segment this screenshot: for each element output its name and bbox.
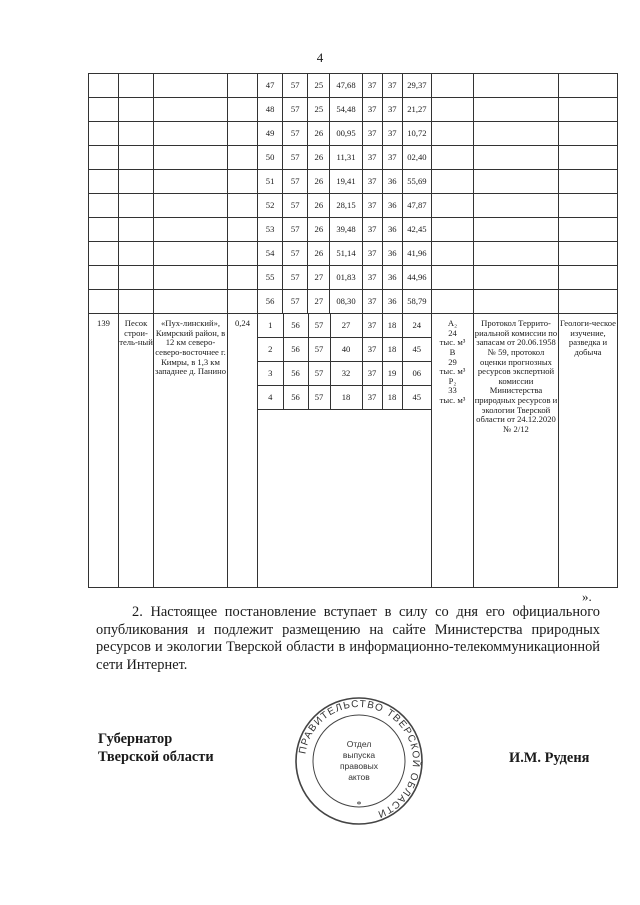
coord-cell: 37 xyxy=(362,122,382,146)
coord-cell: 37 xyxy=(362,362,382,386)
empty-cell xyxy=(432,266,474,290)
coord-cell: 21,27 xyxy=(402,98,431,122)
coord-cell: 56 xyxy=(283,386,308,410)
empty-cell xyxy=(474,170,559,194)
coord-cell: 25 xyxy=(308,98,330,122)
stamp-line1: Отдел xyxy=(346,739,372,749)
coord-cell: 57 xyxy=(308,314,330,338)
empty-cell xyxy=(559,74,618,98)
coord-cell: 37 xyxy=(382,98,402,122)
reserves-unit: тыс. м³ xyxy=(439,395,466,405)
coord-cell: 2 xyxy=(258,338,283,362)
empty-cell xyxy=(559,146,618,170)
coord-cell: 27 xyxy=(308,290,330,314)
coord-cell: 57 xyxy=(283,218,308,242)
coord-cell: 53 xyxy=(258,218,283,242)
coord-cell: 47,87 xyxy=(402,194,431,218)
reserves-cell xyxy=(432,314,474,588)
reserves-a2-label: А₂ xyxy=(447,318,458,328)
empty-cell xyxy=(432,98,474,122)
coord-cell: 08,30 xyxy=(330,290,362,314)
empty-cell xyxy=(228,122,258,146)
signatory-name: И.М. Руденя xyxy=(509,750,590,766)
coord-cell: 32 xyxy=(330,362,362,386)
coord-cell: 37 xyxy=(362,170,382,194)
coord-cell: 51 xyxy=(258,170,283,194)
empty-cell xyxy=(228,242,258,266)
empty-cell xyxy=(89,74,119,98)
coord-cell: 41,96 xyxy=(402,242,431,266)
coord-cell: 39,48 xyxy=(330,218,362,242)
coord-row xyxy=(258,386,431,410)
deposit-location: «Пух-линский», Кимрский район, в 12 км северо-северо-восточнее г. Кимры, в 1,3 км западнее д. Панино xyxy=(154,314,228,588)
coord-cell: 26 xyxy=(308,242,330,266)
signatory-title-line1: Губернатор xyxy=(98,731,173,747)
stamp-line3: правовых xyxy=(339,761,379,771)
empty-cell xyxy=(228,98,258,122)
coord-cell: 37 xyxy=(362,266,382,290)
coord-cell: 47 xyxy=(258,74,283,98)
coord-cell: 52 xyxy=(258,194,283,218)
empty-cell xyxy=(559,98,618,122)
empty-cell xyxy=(432,146,474,170)
empty-cell xyxy=(89,122,119,146)
empty-cell xyxy=(89,242,119,266)
empty-cell xyxy=(154,218,228,242)
coord-cell: 57 xyxy=(283,98,308,122)
coord-cell: 54,48 xyxy=(330,98,362,122)
empty-cell xyxy=(228,74,258,98)
coord-cell: 57 xyxy=(283,266,308,290)
coord-cell: 3 xyxy=(258,362,283,386)
coord-cell: 37 xyxy=(362,74,382,98)
coord-cell: 37 xyxy=(362,98,382,122)
empty-cell xyxy=(432,242,474,266)
coord-cell: 26 xyxy=(308,170,330,194)
table-row xyxy=(89,218,618,242)
empty-cell xyxy=(154,290,228,314)
reserves-unit: тыс. м³ xyxy=(439,366,466,377)
empty-cell xyxy=(119,122,154,146)
empty-cell xyxy=(89,218,119,242)
coord-cell: 36 xyxy=(382,242,402,266)
coord-cell: 57 xyxy=(308,362,330,386)
coord-cell: 36 xyxy=(382,290,402,314)
table-row xyxy=(89,74,618,98)
paragraph-2: 2. Настоящее постановление вступает в силу со дня его официального опубликования и подлежит размещению на сайте Министерства природных ресурсов и экологии Тверской области в информационно-телекоммуникационной сети Интернет. xyxy=(96,604,600,673)
empty-cell xyxy=(559,218,618,242)
empty-cell xyxy=(119,218,154,242)
coord-cell: 57 xyxy=(283,242,308,266)
coord-cell: 44,96 xyxy=(402,266,431,290)
empty-cell xyxy=(228,146,258,170)
coord-cell: 57 xyxy=(283,194,308,218)
empty-cell xyxy=(89,194,119,218)
coord-cell: 27 xyxy=(308,266,330,290)
empty-cell xyxy=(89,146,119,170)
empty-cell xyxy=(559,290,618,314)
table-row xyxy=(89,146,618,170)
empty-cell xyxy=(474,194,559,218)
empty-cell xyxy=(154,74,228,98)
deposit-number: 139 xyxy=(89,314,119,588)
coord-cell: 37 xyxy=(362,290,382,314)
coord-cell: 26 xyxy=(308,122,330,146)
coord-cell: 49 xyxy=(258,122,283,146)
coord-cell: 42,45 xyxy=(402,218,431,242)
coord-cell: 56 xyxy=(283,362,308,386)
coord-cell: 37 xyxy=(382,122,402,146)
coord-cell: 26 xyxy=(308,194,330,218)
coord-cell: 57 xyxy=(308,338,330,362)
coord-cell: 36 xyxy=(382,218,402,242)
empty-cell xyxy=(432,194,474,218)
mineral-type: Песок строи-тель-ный xyxy=(119,314,154,588)
page-number: 4 xyxy=(316,50,324,65)
empty-cell xyxy=(559,170,618,194)
empty-cell xyxy=(474,98,559,122)
empty-cell xyxy=(432,170,474,194)
empty-cell xyxy=(559,266,618,290)
coord-cell: 1 xyxy=(258,314,283,338)
empty-cell xyxy=(432,218,474,242)
coord-cell: 37 xyxy=(362,146,382,170)
coord-cell: 56 xyxy=(283,314,308,338)
table-row xyxy=(89,98,618,122)
empty-cell xyxy=(89,98,119,122)
coord-cell: 11,31 xyxy=(330,146,362,170)
table-row xyxy=(89,242,618,266)
coord-cell: 55,69 xyxy=(402,170,431,194)
coord-cell: 37 xyxy=(362,314,382,338)
table-row-139 xyxy=(89,314,618,588)
empty-cell xyxy=(154,194,228,218)
table-row xyxy=(89,170,618,194)
empty-cell xyxy=(559,194,618,218)
coord-cell: 19,41 xyxy=(330,170,362,194)
coord-cell: 36 xyxy=(382,170,402,194)
coord-cell: 24 xyxy=(402,314,431,338)
coordinates-table xyxy=(258,314,431,410)
empty-cell xyxy=(154,266,228,290)
coord-cell: 54 xyxy=(258,242,283,266)
coord-row xyxy=(258,338,431,362)
coord-row xyxy=(258,314,431,338)
empty-cell xyxy=(119,266,154,290)
empty-cell xyxy=(228,170,258,194)
reserves-p2-value: 33 xyxy=(448,385,457,396)
coord-cell: 57 xyxy=(283,122,308,146)
empty-cell xyxy=(474,74,559,98)
coord-cell: 37 xyxy=(382,74,402,98)
empty-cell xyxy=(119,194,154,218)
coord-cell: 27 xyxy=(330,314,362,338)
signatory-title xyxy=(98,730,214,766)
reserves-a2-value: 24 xyxy=(448,327,457,338)
empty-cell xyxy=(89,290,119,314)
empty-cell xyxy=(228,218,258,242)
coord-cell: 25 xyxy=(308,74,330,98)
empty-cell xyxy=(474,242,559,266)
coord-cell: 37 xyxy=(362,242,382,266)
empty-cell xyxy=(89,170,119,194)
official-stamp xyxy=(294,696,424,826)
empty-cell xyxy=(154,122,228,146)
coord-cell: 48 xyxy=(258,98,283,122)
coord-cell: 37 xyxy=(362,338,382,362)
coord-cell: 57 xyxy=(283,290,308,314)
coord-cell: 10,72 xyxy=(402,122,431,146)
coord-cell: 37 xyxy=(382,146,402,170)
coord-cell: 55 xyxy=(258,266,283,290)
coord-cell: 18 xyxy=(382,338,402,362)
coord-cell: 01,83 xyxy=(330,266,362,290)
coordinates-cell xyxy=(258,314,432,588)
empty-cell xyxy=(119,146,154,170)
empty-cell xyxy=(559,242,618,266)
coord-cell: 19 xyxy=(382,362,402,386)
reserves-unit: тыс. м³ xyxy=(439,337,466,348)
coord-cell: 26 xyxy=(308,146,330,170)
coord-cell: 37 xyxy=(362,194,382,218)
coord-cell: 57 xyxy=(308,386,330,410)
coord-row xyxy=(258,362,431,386)
coord-cell: 51,14 xyxy=(330,242,362,266)
closing-quote: ». xyxy=(582,589,592,604)
empty-cell xyxy=(119,290,154,314)
coord-cell: 26 xyxy=(308,218,330,242)
empty-cell xyxy=(228,266,258,290)
coord-cell: 56 xyxy=(283,338,308,362)
empty-cell xyxy=(474,290,559,314)
coord-cell: 18 xyxy=(382,386,402,410)
empty-cell xyxy=(119,242,154,266)
coord-cell: 18 xyxy=(330,386,362,410)
reserves-b-label: В xyxy=(449,346,456,357)
empty-cell xyxy=(474,218,559,242)
protocol-cell: Протокол Террито-риальной комиссии по запасам от 20.06.1958 № 59, протокол оценки прогнозных ресурсов экспертной комиссии Министерства природных ресурсов и экологии Тверской области от 24.12.2020 № 2/12 xyxy=(474,314,559,588)
empty-cell xyxy=(432,122,474,146)
empty-cell xyxy=(474,266,559,290)
empty-cell xyxy=(228,290,258,314)
coord-cell: 29,37 xyxy=(402,74,431,98)
empty-cell xyxy=(89,266,119,290)
coord-cell: 47,68 xyxy=(330,74,362,98)
deposit-area: 0,24 xyxy=(228,314,258,588)
coord-cell: 00,95 xyxy=(330,122,362,146)
coord-cell: 06 xyxy=(402,362,431,386)
coord-cell: 56 xyxy=(258,290,283,314)
empty-cell xyxy=(119,170,154,194)
empty-cell xyxy=(154,146,228,170)
coord-cell: 50 xyxy=(258,146,283,170)
deposits-table xyxy=(88,73,618,588)
coord-cell: 45 xyxy=(402,338,431,362)
empty-cell xyxy=(154,98,228,122)
table-row xyxy=(89,122,618,146)
reserves-b-value: 29 xyxy=(448,356,457,367)
coord-cell: 45 xyxy=(402,386,431,410)
stamp-line2: выпуска xyxy=(342,750,376,760)
empty-cell xyxy=(559,122,618,146)
reserves-p2-label: Р₂ xyxy=(448,375,457,386)
coord-cell: 57 xyxy=(283,170,308,194)
empty-cell xyxy=(474,146,559,170)
coord-cell: 4 xyxy=(258,386,283,410)
coord-cell: 18 xyxy=(382,314,402,338)
empty-cell xyxy=(119,74,154,98)
coord-cell: 58,79 xyxy=(402,290,431,314)
coord-cell: 37 xyxy=(362,218,382,242)
coord-cell: 28,15 xyxy=(330,194,362,218)
empty-cell xyxy=(432,74,474,98)
coord-cell: 36 xyxy=(382,194,402,218)
table-row xyxy=(89,290,618,314)
table-row xyxy=(89,266,618,290)
coord-cell: 57 xyxy=(283,146,308,170)
empty-cell xyxy=(474,122,559,146)
stamp-ring-text: ПРАВИТЕЛЬСТВО ТВЕРСКОЙ ОБЛАСТИ xyxy=(297,698,422,820)
purpose-cell: Геологи-ческое изучение, разведка и добыча xyxy=(559,314,618,588)
signatory-title-line2: Тверской области xyxy=(98,749,214,765)
stamp-star: * xyxy=(356,800,362,811)
empty-cell xyxy=(154,242,228,266)
coord-cell: 40 xyxy=(330,338,362,362)
empty-cell xyxy=(119,98,154,122)
table-row xyxy=(89,194,618,218)
coord-cell: 57 xyxy=(283,74,308,98)
stamp-line4: актов xyxy=(348,772,370,782)
empty-cell xyxy=(154,170,228,194)
coord-cell: 36 xyxy=(382,266,402,290)
coord-cell: 02,40 xyxy=(402,146,431,170)
empty-cell xyxy=(228,194,258,218)
empty-cell xyxy=(432,290,474,314)
coord-cell: 37 xyxy=(362,386,382,410)
